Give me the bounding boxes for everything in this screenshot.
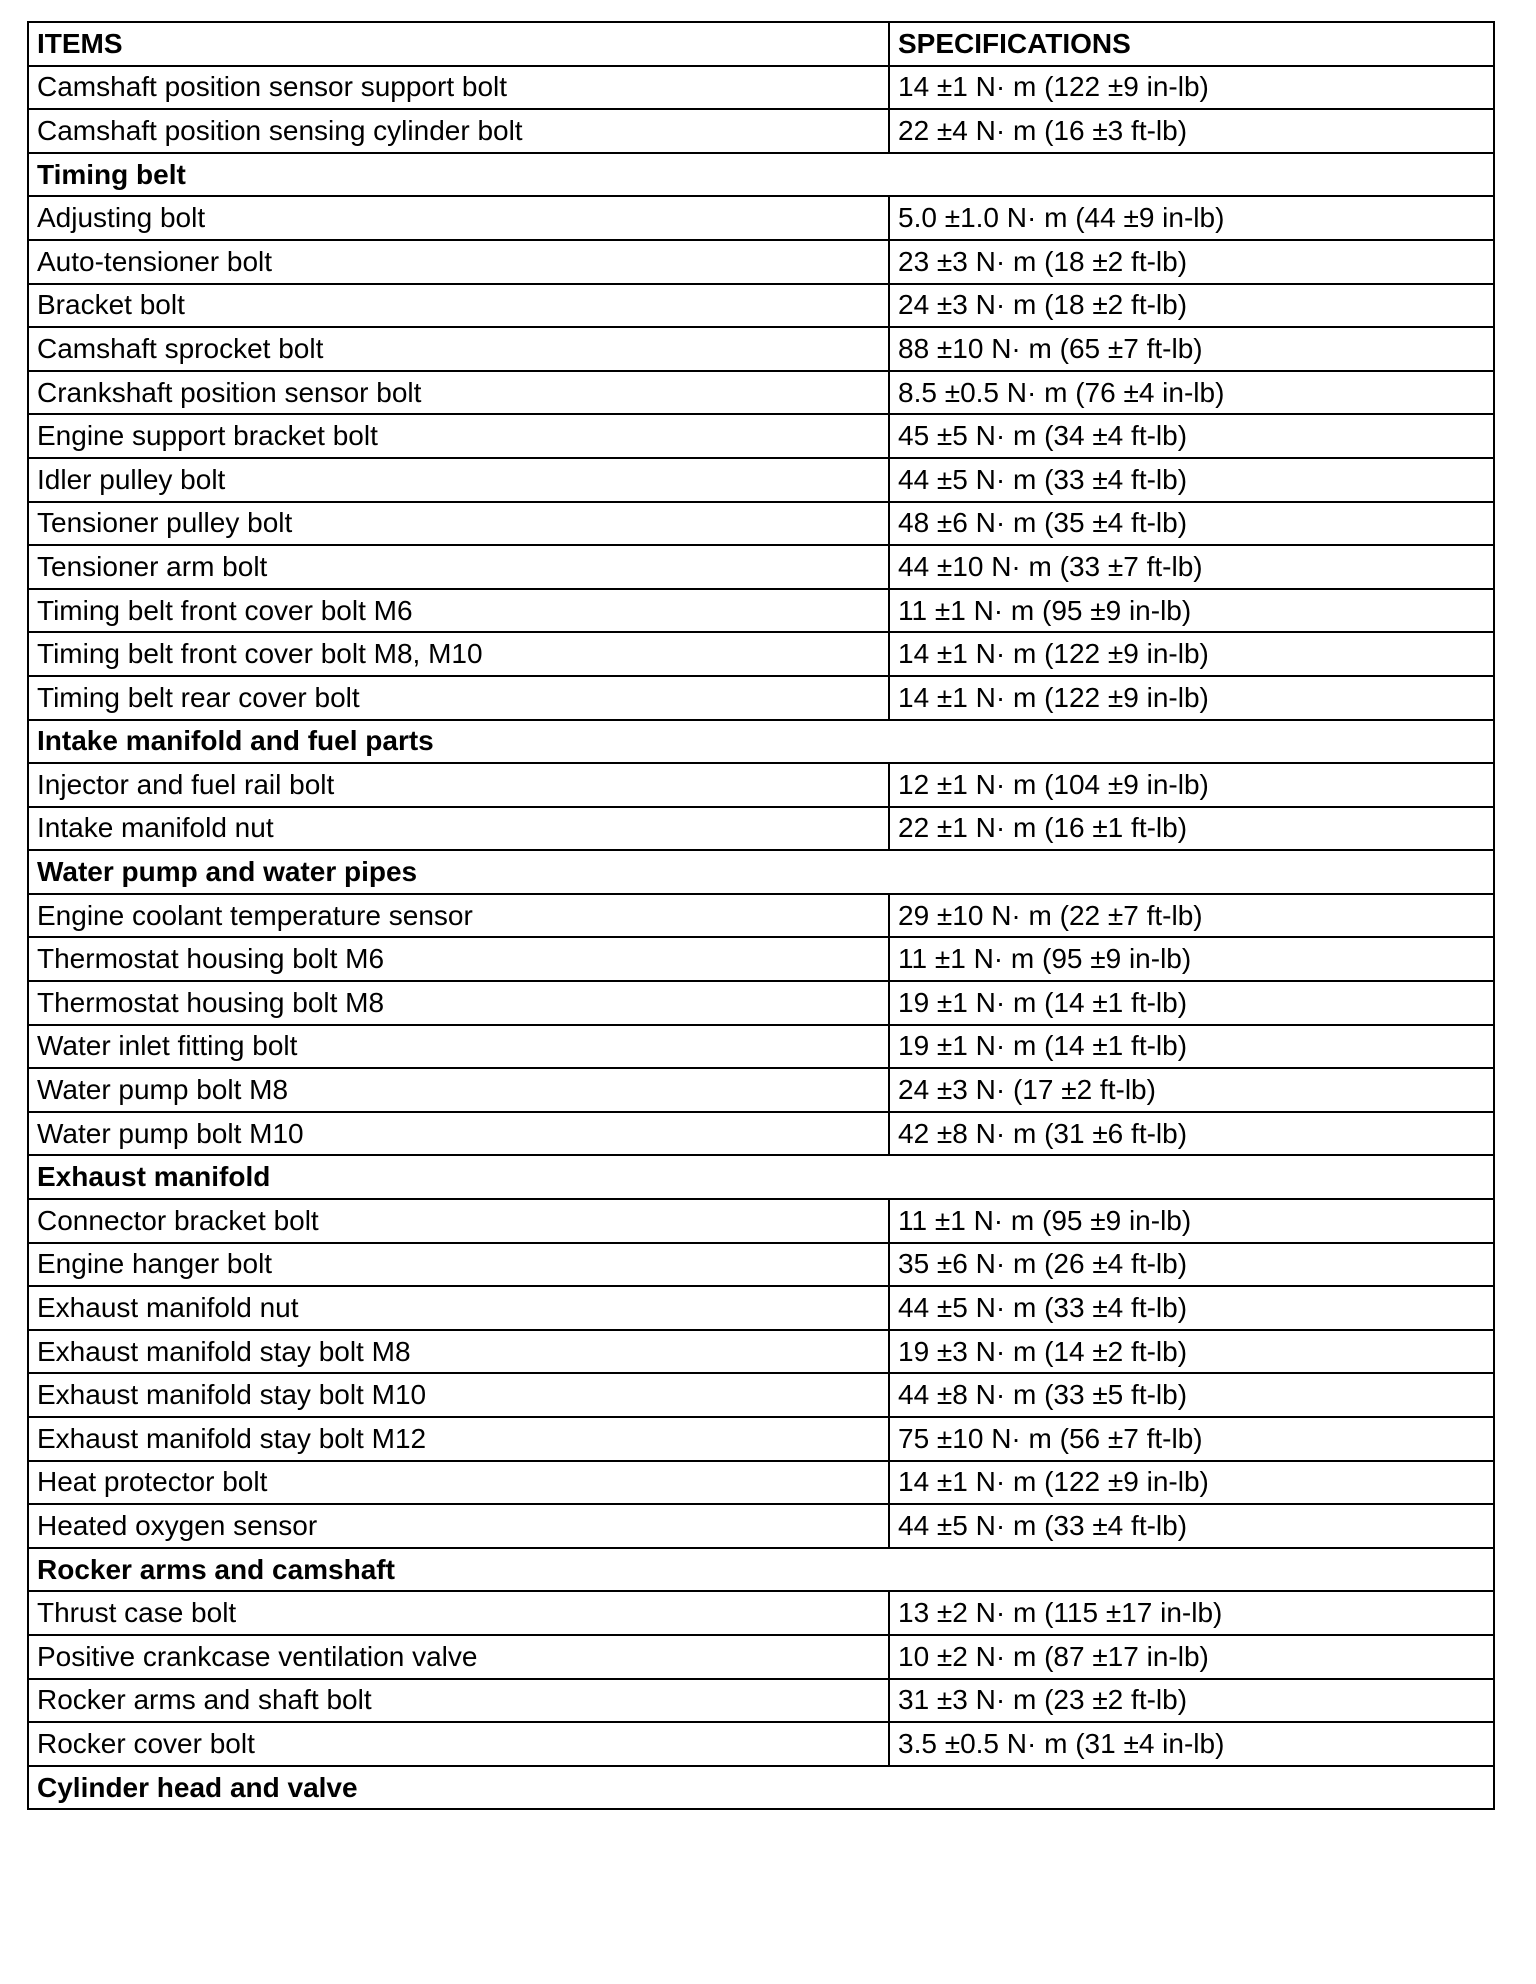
section-title: Timing belt — [28, 153, 1494, 197]
table-row — [28, 1373, 1494, 1417]
specification-cell: 12 ±1 N· m (104 ±9 in-lb) — [889, 763, 1494, 807]
table-row — [28, 676, 1494, 720]
item-cell: Thermostat housing bolt M8 — [28, 981, 889, 1025]
specification-cell: 23 ±3 N· m (18 ±2 ft-lb) — [889, 240, 1494, 284]
table-row — [28, 1199, 1494, 1243]
table-row — [28, 1504, 1494, 1548]
table-row — [28, 414, 1494, 458]
table-row — [28, 807, 1494, 851]
table-row — [28, 589, 1494, 633]
specification-cell: 10 ±2 N· m (87 ±17 in-lb) — [889, 1635, 1494, 1679]
table-row — [28, 981, 1494, 1025]
table-row — [28, 632, 1494, 676]
item-cell: Auto-tensioner bolt — [28, 240, 889, 284]
item-cell: Heat protector bolt — [28, 1461, 889, 1505]
table-row — [28, 1112, 1494, 1156]
item-cell: Thermostat housing bolt M6 — [28, 937, 889, 981]
specification-cell: 19 ±1 N· m (14 ±1 ft-lb) — [889, 981, 1494, 1025]
item-cell: Rocker arms and shaft bolt — [28, 1679, 889, 1723]
section-header-row — [28, 153, 1494, 197]
item-cell: Timing belt front cover bolt M8, M10 — [28, 632, 889, 676]
item-cell: Injector and fuel rail bolt — [28, 763, 889, 807]
item-cell: Camshaft sprocket bolt — [28, 327, 889, 371]
item-cell: Camshaft position sensor support bolt — [28, 66, 889, 110]
specification-cell: 45 ±5 N· m (34 ±4 ft-lb) — [889, 414, 1494, 458]
section-title: Cylinder head and valve — [28, 1766, 1494, 1810]
section-header-row — [28, 1155, 1494, 1199]
item-cell: Timing belt front cover bolt M6 — [28, 589, 889, 633]
specification-cell: 11 ±1 N· m (95 ±9 in-lb) — [889, 937, 1494, 981]
specification-cell: 88 ±10 N· m (65 ±7 ft-lb) — [889, 327, 1494, 371]
item-cell: Exhaust manifold stay bolt M8 — [28, 1330, 889, 1374]
item-cell: Tensioner pulley bolt — [28, 502, 889, 546]
table-row — [28, 1461, 1494, 1505]
table-row — [28, 502, 1494, 546]
table-row — [28, 1286, 1494, 1330]
item-cell: Crankshaft position sensor bolt — [28, 371, 889, 415]
table-row — [28, 1635, 1494, 1679]
table-row — [28, 1068, 1494, 1112]
specification-cell: 14 ±1 N· m (122 ±9 in-lb) — [889, 1461, 1494, 1505]
item-cell: Timing belt rear cover bolt — [28, 676, 889, 720]
specification-cell: 48 ±6 N· m (35 ±4 ft-lb) — [889, 502, 1494, 546]
section-header-row — [28, 850, 1494, 894]
item-cell: Engine coolant temperature sensor — [28, 894, 889, 938]
table-row — [28, 284, 1494, 328]
table-row — [28, 1722, 1494, 1766]
table-row — [28, 545, 1494, 589]
specification-cell: 35 ±6 N· m (26 ±4 ft-lb) — [889, 1243, 1494, 1287]
specification-cell: 75 ±10 N· m (56 ±7 ft-lb) — [889, 1417, 1494, 1461]
specification-cell: 24 ±3 N· (17 ±2 ft-lb) — [889, 1068, 1494, 1112]
item-cell: Rocker cover bolt — [28, 1722, 889, 1766]
item-cell: Water pump bolt M8 — [28, 1068, 889, 1112]
header-specifications: SPECIFICATIONS — [889, 22, 1494, 66]
specification-cell: 14 ±1 N· m (122 ±9 in-lb) — [889, 676, 1494, 720]
item-cell: Idler pulley bolt — [28, 458, 889, 502]
specification-cell: 22 ±4 N· m (16 ±3 ft-lb) — [889, 109, 1494, 153]
torque-spec-table — [27, 21, 1495, 1810]
table-row — [28, 1591, 1494, 1635]
item-cell: Exhaust manifold nut — [28, 1286, 889, 1330]
item-cell: Tensioner arm bolt — [28, 545, 889, 589]
item-cell: Exhaust manifold stay bolt M12 — [28, 1417, 889, 1461]
section-header-row — [28, 1766, 1494, 1810]
specification-cell: 8.5 ±0.5 N· m (76 ±4 in-lb) — [889, 371, 1494, 415]
table-header-row — [28, 22, 1494, 66]
specification-cell: 31 ±3 N· m (23 ±2 ft-lb) — [889, 1679, 1494, 1723]
table-row — [28, 894, 1494, 938]
specification-cell: 44 ±5 N· m (33 ±4 ft-lb) — [889, 458, 1494, 502]
specification-cell: 13 ±2 N· m (115 ±17 in-lb) — [889, 1591, 1494, 1635]
table-row — [28, 458, 1494, 502]
table-row — [28, 327, 1494, 371]
specification-cell: 44 ±8 N· m (33 ±5 ft-lb) — [889, 1373, 1494, 1417]
table-row — [28, 1243, 1494, 1287]
specification-cell: 11 ±1 N· m (95 ±9 in-lb) — [889, 589, 1494, 633]
specification-cell: 24 ±3 N· m (18 ±2 ft-lb) — [889, 284, 1494, 328]
specification-cell: 44 ±10 N· m (33 ±7 ft-lb) — [889, 545, 1494, 589]
specification-cell: 19 ±3 N· m (14 ±2 ft-lb) — [889, 1330, 1494, 1374]
table-row — [28, 109, 1494, 153]
table-row — [28, 1025, 1494, 1069]
specification-cell: 3.5 ±0.5 N· m (31 ±4 in-lb) — [889, 1722, 1494, 1766]
table-row — [28, 196, 1494, 240]
specification-cell: 19 ±1 N· m (14 ±1 ft-lb) — [889, 1025, 1494, 1069]
item-cell: Water inlet fitting bolt — [28, 1025, 889, 1069]
item-cell: Intake manifold nut — [28, 807, 889, 851]
section-title: Exhaust manifold — [28, 1155, 1494, 1199]
specification-cell: 14 ±1 N· m (122 ±9 in-lb) — [889, 66, 1494, 110]
table-row — [28, 240, 1494, 284]
table-row — [28, 1330, 1494, 1374]
table-row — [28, 763, 1494, 807]
item-cell: Engine support bracket bolt — [28, 414, 889, 458]
specification-cell: 11 ±1 N· m (95 ±9 in-lb) — [889, 1199, 1494, 1243]
item-cell: Adjusting bolt — [28, 196, 889, 240]
specification-cell: 44 ±5 N· m (33 ±4 ft-lb) — [889, 1286, 1494, 1330]
item-cell: Water pump bolt M10 — [28, 1112, 889, 1156]
section-title: Water pump and water pipes — [28, 850, 1494, 894]
spec-table-body — [28, 22, 1494, 1809]
specification-cell: 14 ±1 N· m (122 ±9 in-lb) — [889, 632, 1494, 676]
table-row — [28, 371, 1494, 415]
header-items: ITEMS — [28, 22, 889, 66]
section-title: Intake manifold and fuel parts — [28, 720, 1494, 764]
table-row — [28, 1417, 1494, 1461]
item-cell: Connector bracket bolt — [28, 1199, 889, 1243]
item-cell: Bracket bolt — [28, 284, 889, 328]
item-cell: Exhaust manifold stay bolt M10 — [28, 1373, 889, 1417]
item-cell: Engine hanger bolt — [28, 1243, 889, 1287]
table-row — [28, 1679, 1494, 1723]
specification-cell: 22 ±1 N· m (16 ±1 ft-lb) — [889, 807, 1494, 851]
specification-cell: 44 ±5 N· m (33 ±4 ft-lb) — [889, 1504, 1494, 1548]
section-header-row — [28, 1548, 1494, 1592]
section-title: Rocker arms and camshaft — [28, 1548, 1494, 1592]
section-header-row — [28, 720, 1494, 764]
specification-cell: 5.0 ±1.0 N· m (44 ±9 in-lb) — [889, 196, 1494, 240]
specification-cell: 29 ±10 N· m (22 ±7 ft-lb) — [889, 894, 1494, 938]
item-cell: Thrust case bolt — [28, 1591, 889, 1635]
item-cell: Positive crankcase ventilation valve — [28, 1635, 889, 1679]
item-cell: Heated oxygen sensor — [28, 1504, 889, 1548]
table-row — [28, 937, 1494, 981]
specification-cell: 42 ±8 N· m (31 ±6 ft-lb) — [889, 1112, 1494, 1156]
item-cell: Camshaft position sensing cylinder bolt — [28, 109, 889, 153]
table-row — [28, 66, 1494, 110]
